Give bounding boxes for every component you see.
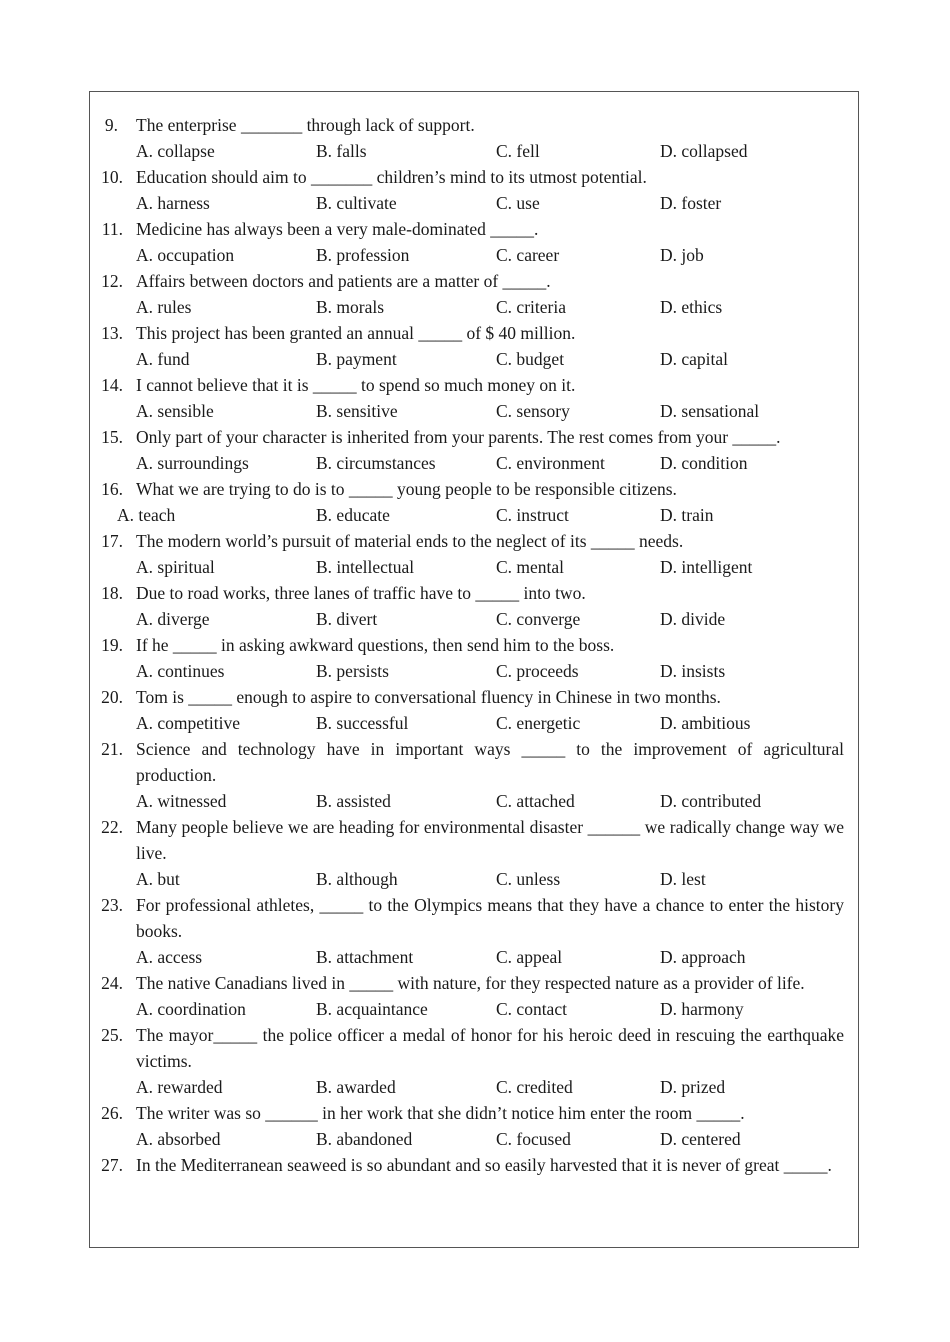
answer-options [90, 190, 858, 216]
question-stem [90, 320, 858, 346]
option-b: B. acquaintance [316, 999, 428, 1019]
option-d: D. condition [660, 453, 748, 473]
option-a: A. sensible [136, 401, 214, 421]
option-d: D. collapsed [660, 141, 748, 161]
question-stem [90, 814, 858, 866]
option-b: B. assisted [316, 791, 391, 811]
question-text: Science and technology have in important ways _____ to the improvement of agricultural production. [136, 739, 844, 785]
question-text: For professional athletes, _____ to the Olympics means that they have a chance to enter the history books. [136, 895, 844, 941]
question-item [90, 970, 858, 1022]
option-c: C. focused [496, 1129, 571, 1149]
option-d: D. approach [660, 947, 746, 967]
option-a: A. teach [117, 505, 176, 525]
option-a: A. surroundings [136, 453, 249, 473]
option-a: A. coordination [136, 999, 246, 1019]
answer-options [90, 866, 858, 892]
question-item [90, 268, 858, 320]
question-number: 27. [101, 1155, 123, 1175]
question-stem [90, 372, 858, 398]
option-d: D. foster [660, 193, 722, 213]
question-number: 11. [101, 219, 123, 239]
option-a: A. absorbed [136, 1129, 221, 1149]
option-c: C. sensory [496, 401, 570, 421]
option-a: A. continues [136, 661, 225, 681]
question-number: 14. [101, 375, 123, 395]
question-number: 20. [101, 687, 123, 707]
question-number: 16. [101, 479, 123, 499]
question-number: 15. [101, 427, 123, 447]
question-stem [90, 1100, 858, 1126]
option-d: D. ambitious [660, 713, 751, 733]
question-item [90, 372, 858, 424]
question-text: Tom is _____ enough to aspire to conversational fluency in Chinese in two months. [136, 687, 721, 707]
question-item [90, 1152, 858, 1178]
answer-options [90, 138, 858, 164]
question-text: Education should aim to _______ children’s mind to its utmost potential. [136, 167, 647, 187]
answer-options [90, 996, 858, 1022]
question-stem [90, 736, 858, 788]
question-number: 18. [101, 583, 123, 603]
question-text: Due to road works, three lanes of traffic have to _____ into two. [136, 583, 586, 603]
question-text: Only part of your character is inherited from your parents. The rest comes from your _____. [136, 427, 781, 447]
question-item [90, 632, 858, 684]
option-b: B. attachment [316, 947, 414, 967]
question-text: Affairs between doctors and patients are a matter of _____. [136, 271, 551, 291]
option-d: D. lest [660, 869, 706, 889]
option-c: C. attached [496, 791, 575, 811]
option-b: B. successful [316, 713, 409, 733]
option-a: A. fund [136, 349, 190, 369]
question-item [90, 1022, 858, 1100]
question-number: 25. [101, 1025, 123, 1045]
option-c: C. proceeds [496, 661, 579, 681]
question-number: 23. [101, 895, 123, 915]
option-a: A. access [136, 947, 203, 967]
option-c: C. instruct [496, 505, 569, 525]
question-stem [90, 1022, 858, 1074]
option-a: A. occupation [136, 245, 235, 265]
question-stem [90, 112, 858, 138]
answer-options [90, 606, 858, 632]
question-number: 21. [101, 739, 123, 759]
question-item [90, 1100, 858, 1152]
option-d: D. job [660, 245, 704, 265]
option-d: D. centered [660, 1129, 741, 1149]
answer-options [90, 1074, 858, 1100]
option-a: A. spiritual [136, 557, 215, 577]
question-number: 10. [101, 167, 123, 187]
option-b: B. circumstances [316, 453, 436, 473]
question-number: 19. [101, 635, 123, 655]
question-stem [90, 632, 858, 658]
question-text: What we are trying to do is to _____ young people to be responsible citizens. [136, 479, 677, 499]
question-text: I cannot believe that it is _____ to spend so much money on it. [136, 375, 576, 395]
option-d: D. train [660, 505, 714, 525]
question-text: In the Mediterranean seaweed is so abundant and so easily harvested that it is never of great _____. [136, 1155, 832, 1175]
question-text: Many people believe we are heading for environmental disaster ______ we radically change way we live. [136, 817, 844, 863]
question-item [90, 164, 858, 216]
answer-options [90, 346, 858, 372]
question-item [90, 528, 858, 580]
option-b: B. persists [316, 661, 389, 681]
question-item [90, 424, 858, 476]
question-number: 17. [101, 531, 123, 551]
option-a: A. but [136, 869, 180, 889]
question-text: The enterprise _______ through lack of support. [136, 115, 475, 135]
question-text: The mayor_____ the police officer a medal of honor for his heroic deed in rescuing the earthquake victims. [136, 1025, 844, 1071]
option-d: D. divide [660, 609, 726, 629]
option-c: C. unless [496, 869, 561, 889]
answer-options [90, 242, 858, 268]
question-stem [90, 268, 858, 294]
question-stem [90, 970, 858, 996]
question-text: This project has been granted an annual _____ of $ 40 million. [136, 323, 576, 343]
option-d: D. harmony [660, 999, 744, 1019]
answer-options [90, 1126, 858, 1152]
option-d: D. prized [660, 1077, 726, 1097]
question-item [90, 736, 858, 814]
question-text: The writer was so ______ in her work that she didn’t notice him enter the room _____. [136, 1103, 745, 1123]
question-item [90, 684, 858, 736]
question-stem [90, 1152, 858, 1178]
question-number: 24. [101, 973, 123, 993]
question-stem [90, 164, 858, 190]
option-a: A. harness [136, 193, 210, 213]
option-d: D. intelligent [660, 557, 753, 577]
option-c: C. credited [496, 1077, 573, 1097]
option-b: B. awarded [316, 1077, 396, 1097]
question-item [90, 216, 858, 268]
answer-options [90, 450, 858, 476]
option-d: D. contributed [660, 791, 762, 811]
answer-options [90, 294, 858, 320]
option-c: C. budget [496, 349, 565, 369]
question-item [90, 320, 858, 372]
question-text: Medicine has always been a very male-dominated _____. [136, 219, 539, 239]
option-b: B. although [316, 869, 398, 889]
answer-options [90, 554, 858, 580]
question-stem [90, 476, 858, 502]
option-c: C. contact [496, 999, 567, 1019]
option-a: A. rules [136, 297, 192, 317]
option-c: C. use [496, 193, 540, 213]
option-b: B. morals [316, 297, 385, 317]
option-c: C. appeal [496, 947, 563, 967]
answer-options [90, 502, 858, 528]
option-b: B. sensitive [316, 401, 398, 421]
option-d: D. capital [660, 349, 729, 369]
question-item [90, 476, 858, 528]
question-text: If he _____ in asking awkward questions, then send him to the boss. [136, 635, 615, 655]
question-number: 22. [101, 817, 123, 837]
option-c: C. energetic [496, 713, 581, 733]
question-number: 12. [101, 271, 123, 291]
option-b: B. cultivate [316, 193, 397, 213]
question-item [90, 580, 858, 632]
answer-options [90, 658, 858, 684]
option-d: D. insists [660, 661, 726, 681]
option-c: C. converge [496, 609, 581, 629]
option-a: A. collapse [136, 141, 215, 161]
option-b: B. abandoned [316, 1129, 413, 1149]
question-number: 26. [101, 1103, 123, 1123]
option-b: B. intellectual [316, 557, 415, 577]
option-b: B. educate [316, 505, 390, 525]
question-list [90, 112, 858, 1178]
question-item [90, 892, 858, 970]
question-stem [90, 684, 858, 710]
answer-options [90, 710, 858, 736]
option-b: B. payment [316, 349, 397, 369]
option-a: A. diverge [136, 609, 210, 629]
question-stem [90, 892, 858, 944]
question-stem [90, 580, 858, 606]
exercise-box [89, 91, 859, 1248]
option-b: B. profession [316, 245, 410, 265]
option-b: B. divert [316, 609, 378, 629]
option-c: C. mental [496, 557, 565, 577]
option-b: B. falls [316, 141, 367, 161]
question-stem [90, 424, 858, 450]
option-a: A. competitive [136, 713, 241, 733]
option-c: C. fell [496, 141, 540, 161]
answer-options [90, 944, 858, 970]
option-c: C. environment [496, 453, 605, 473]
question-text: The native Canadians lived in _____ with nature, for they respected nature as a provider of life. [136, 973, 805, 993]
option-d: D. ethics [660, 297, 723, 317]
answer-options [90, 398, 858, 424]
option-c: C. career [496, 245, 560, 265]
question-text: The modern world’s pursuit of material ends to the neglect of its _____ needs. [136, 531, 684, 551]
question-number: 13. [101, 323, 123, 343]
option-c: C. criteria [496, 297, 566, 317]
answer-options [90, 788, 858, 814]
question-item [90, 112, 858, 164]
question-stem [90, 216, 858, 242]
question-item [90, 814, 858, 892]
option-a: A. witnessed [136, 791, 227, 811]
option-a: A. rewarded [136, 1077, 223, 1097]
question-number: 9. [104, 115, 118, 135]
question-stem [90, 528, 858, 554]
option-d: D. sensational [660, 401, 760, 421]
